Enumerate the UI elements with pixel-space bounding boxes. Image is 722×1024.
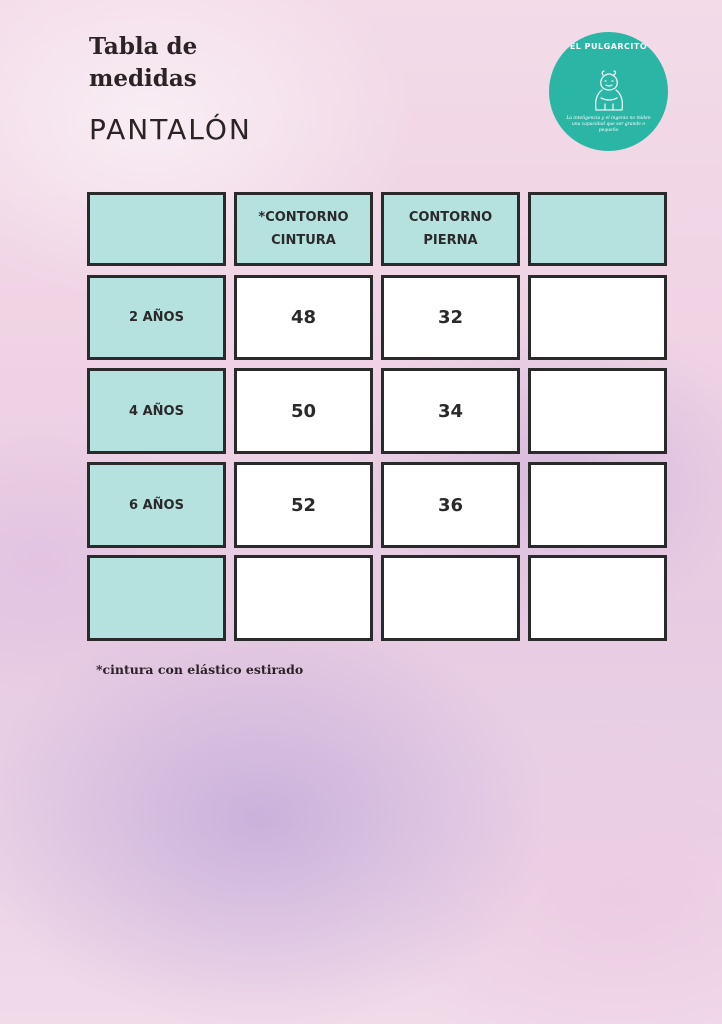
header-cell-empty-left	[87, 192, 226, 266]
header-cell-waist	[234, 192, 373, 266]
cell-extra-2-anos	[528, 275, 667, 360]
cell-leg-2-anos: 32	[381, 275, 520, 360]
cell-extra-6-anos	[528, 462, 667, 548]
header-cell-empty-right	[528, 192, 667, 266]
cell-waist-2-anos: 48	[234, 275, 373, 360]
row-label-4-anos: 4 AÑOS	[87, 368, 226, 454]
page-subtitle: PANTALÓN	[89, 113, 252, 146]
footnote: *cintura con elástico estirado	[96, 662, 304, 677]
cell-extra-empty	[528, 555, 667, 641]
cell-leg-6-anos: 36	[381, 462, 520, 548]
row-label-2-anos: 2 AÑOS	[87, 275, 226, 360]
logo-motto: La inteligencia y el ingenio no miden una capacidad que ser grande o pequeño	[566, 116, 651, 133]
child-illustration-icon	[584, 66, 634, 116]
row-label-empty	[87, 555, 226, 641]
cell-leg-empty	[381, 555, 520, 641]
header-leg-label: CONTORNO PIERNA	[408, 210, 493, 248]
brand-logo	[549, 32, 668, 151]
header-cell-leg	[381, 192, 520, 266]
cell-waist-4-anos: 50	[234, 368, 373, 454]
page-title: Tabla de medidas	[89, 33, 198, 92]
header-waist-label: *CONTORNO CINTURA	[258, 210, 349, 248]
cell-waist-empty	[234, 555, 373, 641]
cell-extra-4-anos	[528, 368, 667, 454]
cell-waist-6-anos: 52	[234, 462, 373, 548]
row-label-6-anos: 6 AÑOS	[87, 462, 226, 548]
logo-brand-text: EL PULGARCITO	[569, 42, 648, 51]
cell-leg-4-anos: 34	[381, 368, 520, 454]
